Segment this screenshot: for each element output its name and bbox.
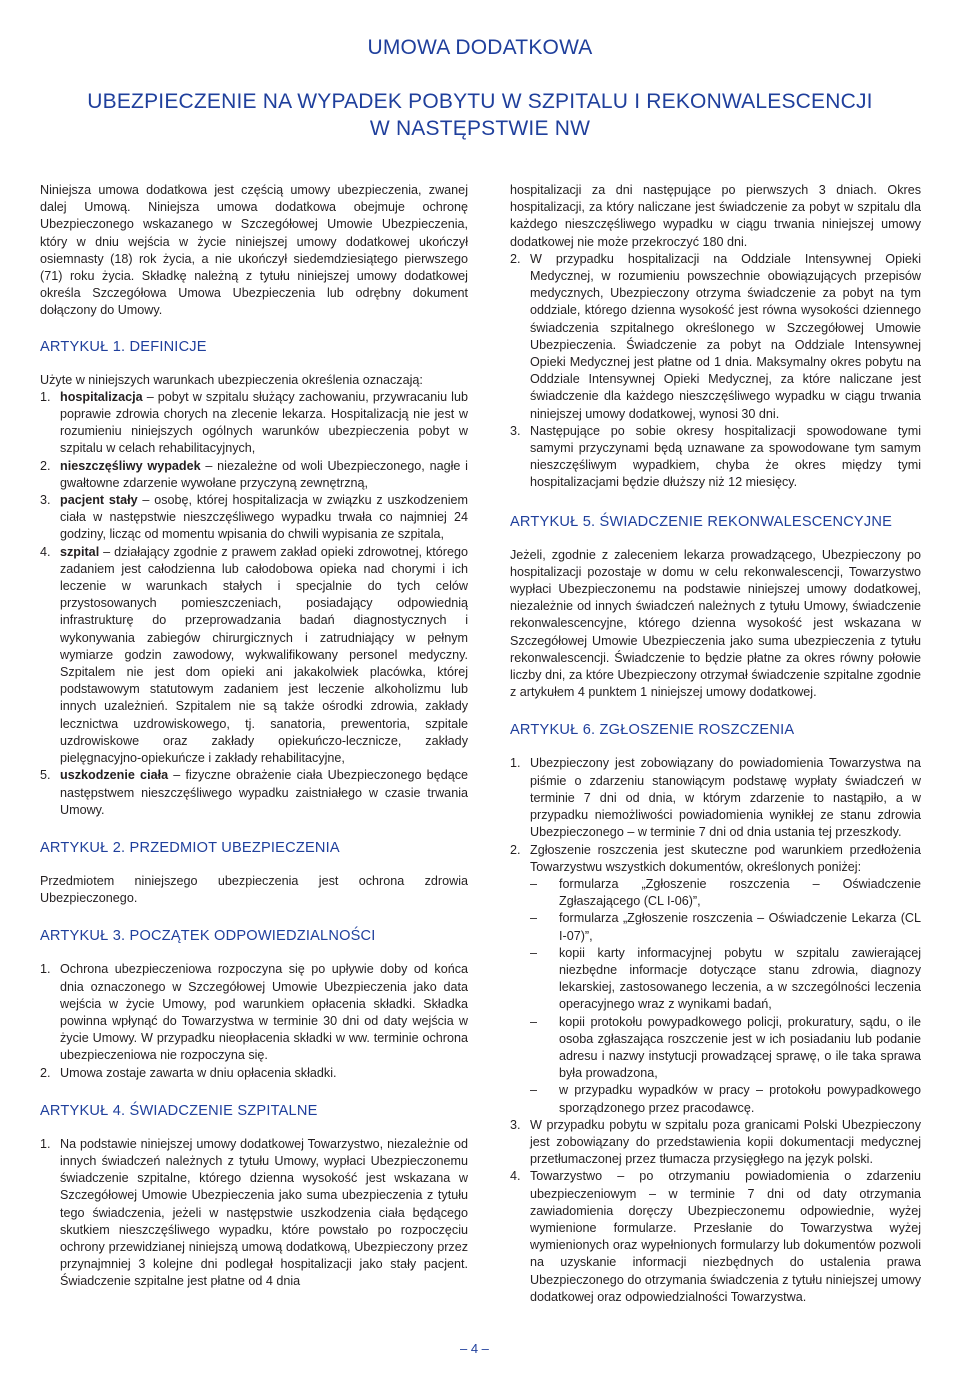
article-3-heading: ARTYKUŁ 3. POCZĄTEK ODPOWIEDZIALNOŚCI: [40, 928, 376, 945]
item-text: Następujące po sobie okresy hospitalizacji spowodowane tymi samymi przyczynami będą uznawane za spowodowane tym samym nieszczęśliwym wypadkiem, chyba że okres między tymi hospitalizacjami będzie dłuższy niż 12 miesięcy.: [530, 423, 921, 490]
definition-text: – pobyt w szpitalu służący zachowaniu, przywracaniu lub poprawie zdrowia chorych na zlecenie lekarza. Hospitalizacją nie jest w rozumieniu niniejszych ogólnych warunków ubezpieczenia pobyt w szpitalu w celach rehabilitacyjnych,: [60, 389, 468, 456]
definition-item: [40, 492, 468, 544]
document-item: [530, 876, 921, 910]
article-6-list: [510, 755, 921, 1306]
item-number: 2.: [510, 251, 521, 266]
document-item: [530, 1082, 921, 1116]
article-2-text: Przedmiotem niniejszego ubezpieczenia jest ochrona zdrowia Ubezpieczonego.: [40, 873, 468, 906]
definition-term: hospitalizacja: [60, 389, 143, 404]
definition-text: – niezależne od woli Ubezpieczonego, nagłe i gwałtowne zdarzenie wywołane przyczyną zewnętrzną,: [60, 458, 468, 490]
list-item: [40, 1065, 468, 1082]
list-item-continued: [510, 182, 921, 251]
article-1-definitions: [40, 389, 468, 819]
item-text: Umowa zostaje zawarta w dniu opłacenia składki.: [60, 1065, 337, 1080]
definition-term: uszkodzenie ciała: [60, 768, 169, 783]
item-number: 4.: [510, 1169, 521, 1184]
document-text: kopii karty informacyjnej pobytu w szpitalu zawierającej niezbędne informacje dotyczące stanu zdrowia, diagnozy lekarskiej, zastosowanego leczenia, a w szczególności leczenia operacyjnego wraz z wynikami badań,: [559, 945, 921, 1012]
definition-term: szpital: [60, 544, 100, 559]
article-2-heading: ARTYKUŁ 2. PRZEDMIOT UBEZPIECZENIA: [40, 839, 340, 856]
article-5-text: Jeżeli, zgodnie z zaleceniem lekarza prowadzącego, Ubezpieczony po hospitalizacji pozostaje w domu w celu rekonwalescencji, Towarzystwo wypłaci Ubezpieczonemu na podstawie niniejszej umowy dodatkowej, niezależnie od innych świadczeń należnych z tytułu Umowy, świadczenie rekonwalescencyjne, którego dzienna wysokość jest wskazana w Szczegółowej Umowie Ubezpieczenia jako suma ubezpieczenia z tytułu rekonwalescencji. Świadczenie to będzie płatne za okres równy połowie liczby dni, za które Ubezpieczony otrzymał świadczenie szpitalne zgodnie z artykułem 4 punktem 1 niniejszej umowy dodatkowej.: [510, 547, 921, 700]
item-number: 2.: [510, 842, 521, 857]
document-item: [530, 945, 921, 1014]
document-subtitle-line2: W NASTĘPSTWIE NW: [369, 117, 591, 140]
definition-item: [40, 458, 468, 492]
list-item: [510, 842, 921, 1117]
article-4-list: [40, 1136, 468, 1291]
item-number: 2.: [40, 1065, 51, 1080]
list-item: [510, 755, 921, 841]
list-item: [40, 1136, 468, 1291]
item-text: Ochrona ubezpieczeniowa rozpoczyna się po upływie doby od końca dnia oznaczonego w Szczegółowej Umowie Ubezpieczenia jako data wejścia w życie Umowy, pod warunkiem opłacenia składki. Składka powinna wpłynąć do Towarzystwa w terminie 30 dni od daty wejścia w życie Umowy. W przypadku nieopłacenia składki w ww. terminie ochrona ubezpieczeniowa nie rozpoczyna się.: [60, 962, 468, 1063]
document-subtitle-line1: UBEZPIECZENIE NA WYPADEK POBYTU W SZPITALU I REKONWALESCENCJI: [87, 90, 873, 113]
item-number: 3.: [510, 423, 521, 438]
document-title: UMOWA DODATKOWA: [367, 36, 593, 59]
required-documents-list: [530, 876, 921, 1117]
article-5-heading: ARTYKUŁ 5. ŚWIADCZENIE REKONWALESCENCYJNE: [510, 513, 893, 530]
item-number: 1.: [40, 1136, 51, 1151]
document-text: formularza „Zgłoszenie roszczenia – Oświadczenie Lekarza (CL I-07)”,: [559, 911, 921, 943]
item-number: 1.: [40, 389, 51, 404]
dash-marker: –: [530, 911, 538, 926]
item-number: 1.: [510, 756, 521, 771]
document-text: w przypadku wypadków w pracy – protokołu powypadkowego sporządzonego przez pracodawcę.: [559, 1083, 921, 1115]
dash-marker: –: [530, 1014, 538, 1029]
item-text: W przypadku hospitalizacji na Oddziale Intensywnej Opieki Medycznej, w rozumieniu powszechnie obowiązujących przepisów medycznych, Ubezpieczony otrzyma świadczenie za pobyt na tym oddziale, którego dzienna wysokość jest równa wysokości dziennego świadczenia szpitalnego określonego w Szczegółowej Umowie Ubezpieczenia. Świadczenie za pobyt na Oddziale Intensywnej Opieki Medycznej jest płatne od 1 dnia. Maksymalny okres pobytu na Oddziale Intensywnej Opieki Medycznej, za które naliczane jest świadczenie dla każdego nieszczęśliwego wypadku w ciągu trwania niniejszej umowy dodatkowej, wynosi 30 dni.: [530, 251, 921, 421]
list-item: [510, 1117, 921, 1169]
definition-item: [40, 767, 468, 819]
dash-marker: –: [530, 945, 538, 960]
item-number: 4.: [40, 544, 51, 559]
list-item: [510, 1168, 921, 1306]
definition-text: – działający zgodnie z prawem zakład opieki zdrowotnej, którego zadaniem jest całodzienna lub całodobowa opieka nad chorymi i ich leczenie w warunkach stałych i specjalnie do tych celów przystosowanych pomieszczeniach, posiadający odpowiednią infrastrukturę do przeprowadzania badań diagnostycznych i wykonywania zabiegów chirurgicznych i zatrudniający w pełnym wymiarze godzin zawodowy, wykwalifikowany personel medyczny. Szpitalem nie jest dom opieki ani jakakolwiek placówka, której podstawowym statutowym zadaniem jest leczenie alkoholizmu lub innych uzależnień. Szpitalem nie są także ośrodki zdrowia, zakłady lecznictwa uzdrowiskowego, tj. sanatoria, prewentoria, szpitale uzdrowiskowe oraz zakłady opiekuńczo-lecznicze, zakłady pielęgnacyjno-opiekuńcze i zakłady rehabilitacyjne,: [60, 544, 468, 766]
dash-marker: –: [530, 1083, 538, 1098]
right-column: [510, 182, 921, 1306]
item-number: 3.: [40, 493, 51, 508]
article-4-heading: ARTYKUŁ 4. ŚWIADCZENIE SZPITALNE: [40, 1102, 318, 1119]
item-number: 1.: [40, 962, 51, 977]
item-number: 5.: [40, 768, 51, 783]
list-item: [510, 423, 921, 492]
article-1-heading: ARTYKUŁ 1. DEFINICJE: [40, 338, 207, 355]
document-text: kopii protokołu powypadkowego policji, prokuratury, sądu, o ile osoba zgłaszająca roszczenie jest w ich posiadaniu lub podanie adresu i nazwy instytucji prowadzącej sprawę, o ile taka sprawa była prowadzona,: [559, 1014, 921, 1081]
definition-item: [40, 389, 468, 458]
document-text: formularza „Zgłoszenie roszczenia – Oświadczenie Zgłaszającego (CL I-06)”,: [559, 876, 921, 909]
definition-item: [40, 544, 468, 768]
page-number: – 4 –: [460, 1341, 489, 1356]
item-text: hospitalizacji za dni następujące po pierwszych 3 dniach. Okres hospitalizacji, za który naliczane jest świadczenie za pobyt w szpitalu dla każdego nieszczęśliwego wypadku w ciągu trwania niniejszej umowy dodatkowej nie może przekroczyć 180 dni.: [510, 183, 921, 249]
item-number: 2.: [40, 458, 51, 473]
definition-text: – fizyczne obrażenie ciała Ubezpieczonego będące następstwem nieszczęśliwego wypadku zaistniałego w czasie trwania Umowy.: [60, 768, 469, 817]
dash-marker: –: [530, 876, 538, 891]
item-text: W przypadku pobytu w szpitalu poza granicami Polski Ubezpieczony jest zobowiązany do przedstawienia kopii dokumentacji medycznej przetłumaczonej przez tłumacza przysięgłego na język polski.: [530, 1117, 921, 1167]
item-number: 3.: [510, 1117, 521, 1132]
list-item: [40, 961, 468, 1064]
article-1-lead: Użyte w niniejszych warunkach ubezpieczenia określenia oznaczają:: [40, 372, 423, 387]
article-6-heading: ARTYKUŁ 6. ZGŁOSZENIE ROSZCZENIA: [510, 722, 795, 739]
document-item: [530, 1014, 921, 1083]
item-text: Na podstawie niniejszej umowy dodatkowej Towarzystwo, niezależnie od innych świadczeń należnych z tytułu Umowy, wypłaci Ubezpieczonemu świadczenie szpitalne, którego dzienna wysokość jest wskazana w Szczegółowej Umowie Ubezpieczenia jako suma ubezpieczenia z tytułu tego świadczenia, jeżeli w następstwie uszkodzenia ciała będącego skutkiem nieszczęśliwego wypadku, które powstało po rozpoczęciu ochrony przewidzianej niniejszą umową dodatkową, Ubezpieczony przez przynajmniej 3 kolejne dni podlegał hospitalizacji jako stały pacjent. Świadczenie szpitalne jest płatne od 4 dnia: [60, 1136, 468, 1289]
definition-term: nieszczęśliwy wypadek: [60, 458, 201, 473]
item-text: Zgłoszenie roszczenia jest skuteczne pod warunkiem przedłożenia Towarzystwu wszystkich dokumentów, określonych poniżej:: [530, 842, 921, 874]
article-3-list: [40, 961, 468, 1081]
list-item: [510, 251, 921, 423]
item-text: Ubezpieczony jest zobowiązany do powiadomienia Towarzystwa na piśmie o zdarzeniu stanowiącym podstawę wypłaty świadczeń w terminie 7 dni od dnia, w którym zdarzenie to nastąpiło, a w przypadku niemożliwości powiadomienia wynikłej ze stanu zdrowia Ubezpieczonego – w terminie 7 dni od dnia ustania tej przeszkody.: [530, 756, 921, 840]
definition-text: – osobę, której hospitalizacja w związku z uszkodzeniem ciała w następstwie nieszczęśliwego wypadku trwała co najmniej 24 godziny, licząc od momentu wpisania do chwili wypisania ze szpitala,: [60, 493, 468, 542]
definition-term: pacjent stały: [60, 493, 138, 508]
article-4-list-continued: [510, 182, 921, 492]
intro-paragraph: Niniejsza umowa dodatkowa jest częścią umowy ubezpieczenia, zwanej dalej Umową. Niniejsza umowa dodatkowa obejmuje ochronę Ubezpieczonego wskazanego w Szczegółowej Umowie Ubezpieczenia, który w dniu wejścia w życie niniejszej umowy dodatkowej ukończył osiemnasty (18) rok życia, a nie ukończył siedemdziesiątego pierwszego (71) roku życia. Składkę należną z tytułu niniejszej umowy dodatkowej określa Szczegółowa Umowa Ubezpieczenia lub odrębny dokument dołączony do Umowy.: [40, 183, 468, 318]
item-text: Towarzystwo – po otrzymaniu powiadomienia o zdarzeniu ubezpieczeniowym – w terminie 7 dni od daty otrzymania zawiadomienia doręczy Ubezpieczonemu odpowiednie, wyżej wymienione formularze. Przesłanie do Towarzystwa wyżej wymienionych oraz wypełnionych formularzy lub dokumentów pozwoli na uzyskanie informacji niezbędnych do ustalenia prawa Ubezpieczonego do otrzymania świadczenia z tytułu niniejszej umowy dodatkowej oraz odpowiedzialności Towarzystwa.: [530, 1169, 921, 1304]
document-item: [530, 910, 921, 944]
left-column: [40, 182, 468, 1291]
